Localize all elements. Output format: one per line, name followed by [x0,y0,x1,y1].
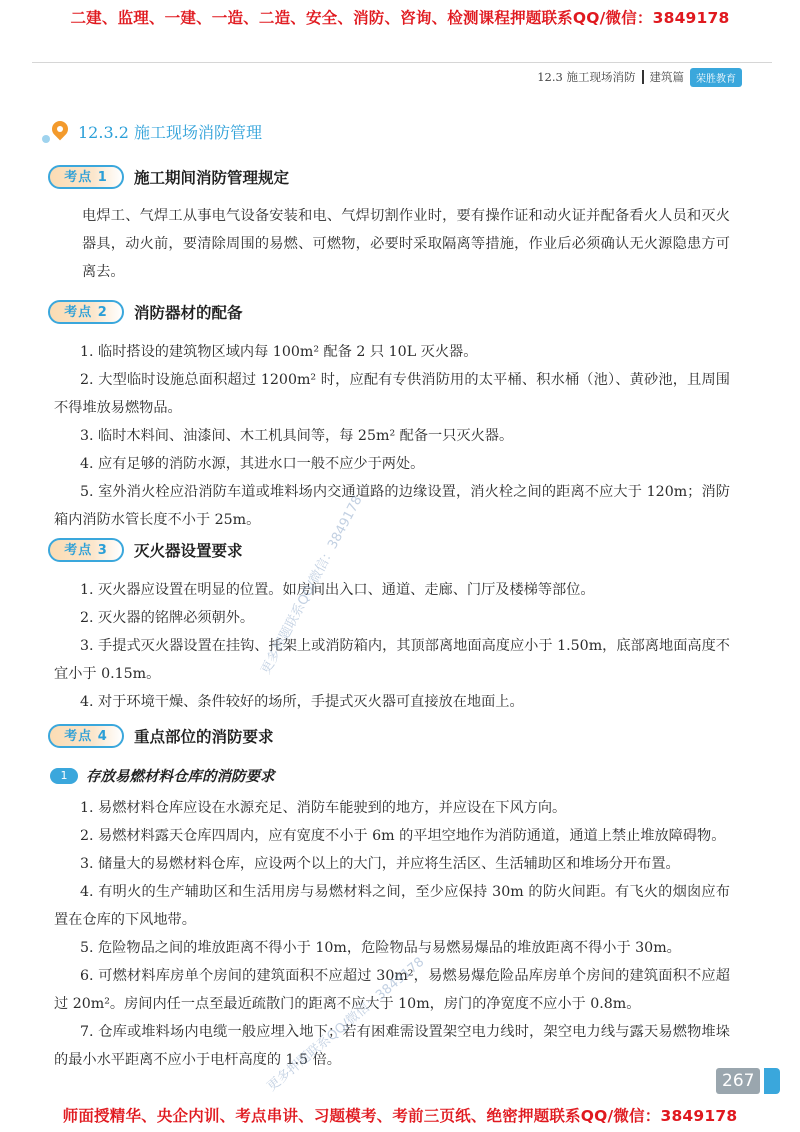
list-item: 4. 应有足够的消防水源，其进水口一般不应少于两处。 [80,456,425,472]
kp3-title: 灭火器设置要求 [134,542,243,560]
section-title-text: 12.3.2 施工现场消防管理 [78,123,262,142]
list-item: 5. 室外消火栓应沿消防车道或堆料场内交通道路的边缘设置，消火栓之间的距离不应大于 120m；消防箱内消防水管长度不小于 25m。 [54,484,730,528]
top-banner: 二建、监理、一建、一造、二造、安全、消防、咨询、检测课程押题联系QQ/微信：3849178 [70,9,730,27]
page-tab-marker [764,1068,780,1094]
kp2-list [54,338,730,534]
list-item: 1. 灭火器应设置在明显的位置。如房间出入口、通道、走廊、门厅及楼梯等部位。 [80,582,595,598]
kp3-list [54,576,730,716]
watermark: 更多押题联系QQ/微信：3849178 [264,954,428,1095]
list-item: 3. 手提式灭火器设置在挂钩、托架上或消防箱内，其顶部离地面高度应小于 1.50m，底部离地面高度不宜小于 0.15m。 [54,638,730,682]
kp2-heading [48,300,243,324]
kp4-title: 重点部位的消防要求 [134,728,274,746]
kp2-title: 消防器材的配备 [134,304,243,322]
header-section: 12.3 施工现场消防 [537,70,636,84]
watermark: 更多押题联系QQ/微信：3849178 [258,493,366,677]
sub-number-badge: 1 [50,768,78,784]
kp4-list [54,794,730,1074]
list-item: 4. 有明火的生产辅助区和生活用房与易燃材料之间，至少应保持 30m 的防火间距。有飞火的烟囱应布置在仓库的下风地带。 [54,884,730,928]
kp4-subheading [50,765,275,786]
kp2-tag: 考点 2 [48,300,124,324]
section-heading [48,120,262,143]
brand-logo: 荣胜教育 [690,68,742,87]
location-pin-icon [48,121,70,143]
list-item: 2. 灭火器的铭牌必须朝外。 [80,610,255,626]
page-number-text: 267 [716,1068,760,1094]
list-item: 7. 仓库或堆料场内电缆一般应埋入地下；若有困难需设置架空电力线时，架空电力线与露天易燃物堆垛的最小水平距离不应小于电杆高度的 1.5 倍。 [54,1024,730,1068]
kp4-tag: 考点 4 [48,724,124,748]
list-item: 1. 临时搭设的建筑物区域内每 100m² 配备 2 只 10L 灭火器。 [80,344,478,360]
kp1-text: 电焊工、气焊工从事电气设备安装和电、气焊切割作业时，要有操作证和动火证并配备看火人员和灭火器具，动火前，要清除周围的易燃、可燃物，必要时采取隔离等措施，作业后必须确认无火源隐患方可离去。 [82,208,730,280]
kp3-tag: 考点 3 [48,538,124,562]
kp4-heading [48,724,274,748]
kp1-paragraph [54,202,730,286]
kp3-heading [48,538,243,562]
list-item: 2. 大型临时设施总面积超过 1200m² 时，应配有专供消防用的太平桶、积水桶（池）、黄砂池，且周围不得堆放易燃物品。 [54,372,730,416]
list-item: 3. 临时木料间、油漆间、木工机具间等，每 25m² 配备一只灭火器。 [80,428,514,444]
page-number [716,1067,780,1095]
running-header [537,66,742,88]
header-category: 建筑篇 [649,70,684,84]
kp1-tag: 考点 1 [48,165,124,189]
sub-title: 存放易燃材料仓库的消防要求 [86,769,275,785]
bottom-banner: 师面授精华、央企内训、考点串讲、习题模考、考前三页纸、绝密押题联系QQ/微信：3849178 [62,1107,738,1125]
list-item: 2. 易燃材料露天仓库四周内，应有宽度不小于 6m 的平坦空地作为消防通道，通道上禁止堆放障碍物。 [80,828,726,844]
list-item: 5. 危险物品之间的堆放距离不得小于 10m，危险物品与易燃易爆品的堆放距离不得小于 30m。 [80,940,681,956]
kp1-heading [48,165,289,189]
header-rule [32,62,772,63]
kp1-title: 施工期间消防管理规定 [134,169,290,187]
list-item: 4. 对于环境干燥、条件较好的场所，手提式灭火器可直接放在地面上。 [80,694,524,710]
header-separator [642,70,644,84]
list-item: 1. 易燃材料仓库应设在水源充足、消防车能驶到的地方，并应设在下风方向。 [80,800,567,816]
list-item: 6. 可燃材料库房单个房间的建筑面积不应超过 30m²，易燃易爆危险品库房单个房间的建筑面积不应超过 20m²。房间内任一点至最近疏散门的距离不应大于 10m，房门的净宽度不应小于 0.8m。 [54,968,730,1012]
list-item: 3. 储量大的易燃材料仓库，应设两个以上的大门，并应将生活区、生活辅助区和堆场分开布置。 [80,856,680,872]
